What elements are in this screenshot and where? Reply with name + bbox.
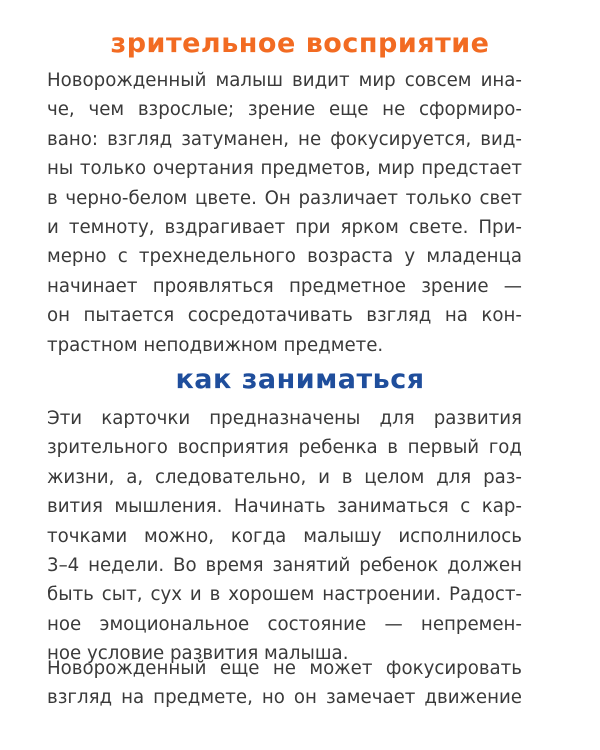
- section-heading-how-to-practice: как заниматься: [175, 364, 425, 395]
- paragraph-visual-perception: [47, 66, 522, 360]
- section-heading-visual-perception: зрительное восприятие: [110, 28, 490, 59]
- text-line: ное условие развития малыша.: [47, 643, 349, 665]
- text-line: Эти карточки предназначены для развития: [47, 408, 522, 429]
- text-line: взгляд на предмете, но он замечает движение: [47, 687, 522, 709]
- text-line: че, чем взрослые; зрение еще не сформиро-: [47, 99, 522, 121]
- text-line: 3–4 недели. Во время занятий ребенок должен: [47, 554, 522, 576]
- text-line: он пытается сосредотачивать взгляд на кон-: [47, 305, 522, 327]
- text-line: зрительного восприятия ребенка в первый год: [47, 437, 522, 459]
- text-line: Новорожденный еще не может фокусировать: [47, 658, 522, 679]
- text-line: вития мышления. Начинать заниматься с кар-: [47, 496, 522, 518]
- text-line: Новорожденный малыш видит мир совсем ина-: [47, 70, 522, 91]
- text-line: ное эмоциональное состояние — непремен-: [47, 613, 522, 635]
- text-line: точками можно, когда малышу исполнилось: [47, 525, 522, 547]
- text-line: начинает проявляться предметное зрение —: [47, 275, 522, 297]
- text-line: быть сыт, сух и в хорошем настроении. Радост-: [47, 584, 522, 606]
- text-line: мерно с трехнедельного возраста у младенца: [47, 246, 522, 268]
- text-line: и темноту, вздрагивает при ярком свете. При-: [47, 216, 522, 238]
- text-line: жизни, а, следовательно, и в целом для раз-: [47, 466, 522, 488]
- text-line: трастном неподвижном предмете.: [47, 334, 384, 356]
- text-line: в черно-белом цвете. Он различает только свет: [47, 187, 522, 209]
- paragraph-newborn-focus: [47, 654, 522, 713]
- paragraph-how-to-practice: [47, 404, 522, 669]
- text-line: ны только очертания предметов, мир предстает: [47, 158, 522, 180]
- text-line: вано: взгляд затуманен, не фокусируется, вид-: [47, 128, 522, 150]
